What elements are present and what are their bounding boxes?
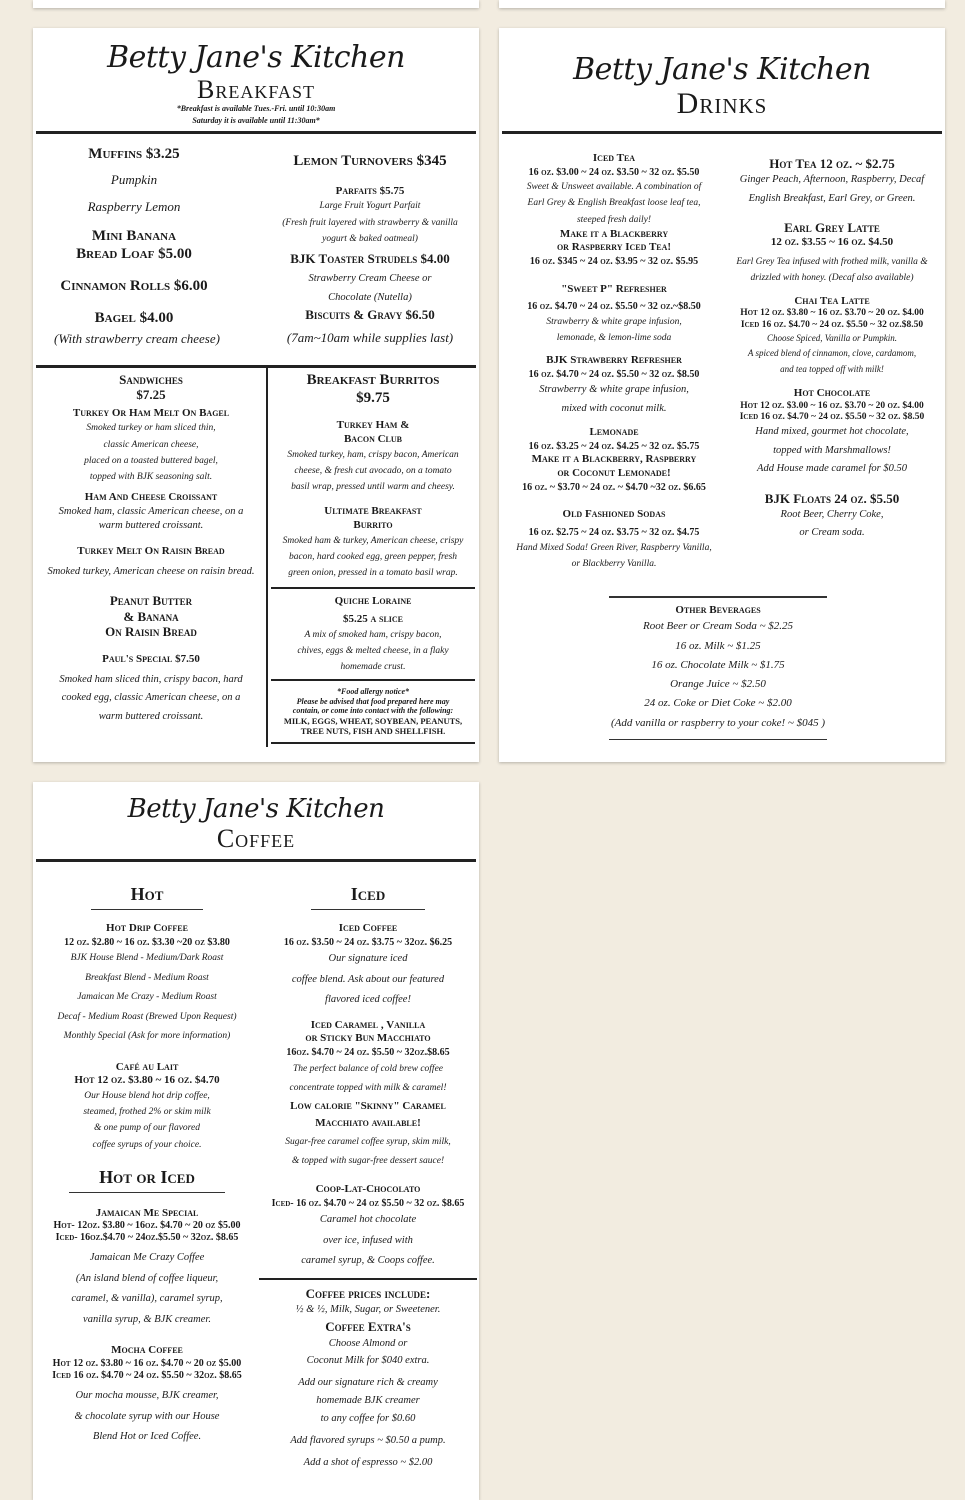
menu-item-desc: Strawberry Cream Cheese or Chocolate (Nutella) bbox=[308, 273, 432, 303]
divider bbox=[271, 679, 475, 681]
divider bbox=[271, 742, 475, 744]
drinks-left-column bbox=[505, 152, 723, 572]
coffee-menu-page bbox=[33, 782, 479, 1500]
menu-item-desc: Choose Spiced, Vanilla or Pumpkin. A spiced blend of cinnamon, clove, cardamom, and tea topped off with milk! bbox=[747, 333, 917, 374]
menu-item-iced-coffee: Iced Coffee bbox=[338, 922, 398, 934]
menu-item-pauls-special: Paul's Special $7.50 bbox=[102, 653, 200, 666]
previous-page-stub-left bbox=[33, 0, 479, 8]
menu-item-desc: Smoked ham & turkey, American cheese, crispy bacon, hard cooked egg, green pepper, fresh green onion, pressed in a tomato basil wrap. bbox=[282, 535, 464, 579]
menu-item-chai: Chai Tea Latte bbox=[794, 294, 870, 307]
breakfast-hours-note: *Breakfast is available Tues.-Fri. until 10:30am Saturday it is available until 11:30am* bbox=[176, 104, 336, 125]
menu-item-skinny: Low calorie "Skinny" Caramel Macchiato available! bbox=[290, 1099, 446, 1130]
coffee-iced-column bbox=[259, 884, 477, 1471]
menu-item-price: 12 oz. $2.80 ~ 16 oz. $3.30 ~20 oz $3.80 bbox=[64, 936, 230, 948]
menu-item-desc: Root Beer, Cherry Coke, or Cream soda. bbox=[780, 508, 884, 539]
menu-item-hot-chocolate: Hot Chocolate bbox=[793, 386, 871, 399]
menu-item-price: 16 oz. $2.75 ~ 24 oz. $3.75 ~ 32 oz. $4.75 bbox=[528, 527, 700, 539]
other-beverages-list bbox=[589, 617, 847, 733]
menu-item-blackberry-iced-tea: Make it a Blackberry or Raspberry Iced Tea! bbox=[556, 227, 672, 254]
menu-item-price: 16 oz. $4.70 ~ 24 oz. $5.50 ~ 32 oz.~$8.50 bbox=[527, 301, 701, 313]
coffee-includes-desc: ½ & ½, Milk, Sugar, or Sweetener. bbox=[295, 1303, 441, 1315]
menu-item-quiche-price: $5.25 a slice bbox=[342, 612, 404, 625]
menu-item-turkey-ham-melt: Turkey Or Ham Melt On Bagel bbox=[72, 406, 230, 419]
menu-item-desc: Smoked turkey, ham, crispy bacon, American cheese, & fresh cut avocado, on a tomato basil wrap, pressed until warm and cheesy. bbox=[287, 449, 459, 493]
menu-item-price: 16 oz. $3.25 ~ 24 oz. $4.25 ~ 32 oz. $5.75 bbox=[528, 440, 700, 452]
section-price: $7.25 bbox=[136, 387, 166, 403]
list-item: (Add vanilla or raspberry to your coke! ~ $045 ) bbox=[611, 716, 825, 729]
menu-item-turkey-ham-bacon-club: Turkey Ham & Bacon Club bbox=[336, 419, 410, 446]
menu-item-desc: (With strawberry cream cheese) bbox=[54, 331, 220, 347]
page-title: Breakfast bbox=[196, 75, 316, 104]
coffee-extras-list: Choose Almond or Coconut Milk for $040 extra. Add our signature rich & creamy homemade BJK creamer to any coffee for $0.60 Add flavored syrups ~ $0.50 a pump. Add a shot of espresso ~ $2.00 bbox=[290, 1337, 446, 1468]
other-beverages-section bbox=[609, 596, 827, 740]
menu-item-quiche: Quiche Loraine bbox=[334, 595, 412, 608]
menu-item-bjk-floats: BJK Floats 24 oz. $5.50 bbox=[764, 490, 900, 506]
menu-item-iced-tea: Iced Tea bbox=[592, 152, 636, 164]
menu-item-ultimate-burrito: Ultimate Breakfast Burrito bbox=[324, 505, 422, 532]
menu-item-desc: Caramel hot chocolate over ice, infused with caramel syrup, & Coops coffee. bbox=[301, 1214, 435, 1267]
menu-item-mini-banana: Mini Banana Bread Loaf $5.00 bbox=[76, 228, 192, 263]
drinks-menu-page bbox=[499, 28, 945, 762]
section-title-burritos: Breakfast Burritos bbox=[306, 372, 440, 388]
menu-item-price: 16 oz. $4.70 ~ 24 oz. $5.50 ~ 32 oz. $8.50 bbox=[528, 368, 700, 380]
menu-item-desc: Hand Mixed Soda! Green River, Raspberry Vanilla, or Blackberry Vanilla. bbox=[516, 542, 712, 569]
menu-item-price: Hot- 12oz. $3.80 ~ 16oz. $4.70 ~ 20 oz $5.00 Iced- 16oz.$4.70 ~ 24oz.$5.50 ~ 32oz. $8.65 bbox=[53, 1220, 241, 1244]
breakfast-header bbox=[33, 28, 479, 127]
menu-item-price: Iced- 16 oz. $4.70 ~ 24 oz $5.50 ~ 32 oz. $8.65 bbox=[271, 1197, 465, 1209]
menu-item-desc: Sugar-free caramel coffee syrup, skim milk, & topped with sugar-free dessert sauce! bbox=[285, 1136, 451, 1166]
menu-item-hot-drip: Hot Drip Coffee bbox=[106, 922, 188, 934]
divider bbox=[259, 1278, 477, 1280]
menu-item-price: Hot 12 oz. $3.00 ~ 16 oz. $3.70 ~ 20 oz. $4.00 Iced 16 oz. $4.70 ~ 24 oz. $5.50 ~ 32 oz. $8.50 bbox=[739, 400, 925, 423]
menu-item-desc: Our mocha mousse, BJK creamer, & chocolate syrup with our House Blend Hot or Iced Coffee. bbox=[74, 1390, 220, 1442]
menu-item-desc: Sweet & Unsweet available. A combination of Earl Grey & English Breakfast loose leaf tea, steeped fresh daily! bbox=[526, 182, 702, 225]
list-item: Root Beer or Cream Soda ~ $2.25 bbox=[642, 620, 794, 633]
menu-item-price: 16 oz. $3.50 ~ 24 oz. $3.75 ~ 32oz. $6.25 bbox=[283, 936, 453, 948]
menu-item-desc: Smoked ham sliced thin, crispy bacon, hard cooked egg, classic American cheese, on a warm buttered croissant. bbox=[59, 673, 243, 722]
menu-item-price: 12 oz. $3.55 ~ 16 oz. $4.50 bbox=[770, 236, 894, 249]
menu-item-turkey-raisin: Turkey Melt On Raisin Bread bbox=[77, 545, 225, 558]
list-item: 24 oz. Coke or Diet Coke ~ $2.00 bbox=[644, 697, 792, 710]
column-divider bbox=[266, 367, 268, 747]
menu-item-desc: Large Fruit Yogurt Parfait (Fresh fruit layered with strawberry & vanilla yogurt & baked oatmeal) bbox=[282, 201, 458, 244]
menu-item-bagel: Bagel $4.00 bbox=[94, 309, 174, 326]
divider bbox=[36, 365, 476, 368]
menu-item-desc: Smoked turkey or ham sliced thin, classic American cheese, placed on a toasted buttered bagel, topped with BJK seasoning salt. bbox=[84, 423, 218, 482]
previous-page-stub-right bbox=[499, 0, 945, 8]
coffee-hot-column bbox=[37, 884, 257, 1447]
menu-item-desc: A mix of smoked ham, crispy bacon, chives, eggs & melted cheese, in a flaky homemade crust. bbox=[297, 629, 449, 672]
menu-item-desc: Strawberry & white grape infusion, mixed with coconut milk. bbox=[539, 384, 689, 414]
divider bbox=[36, 131, 476, 134]
section-title-other-beverages: Other Beverages bbox=[675, 603, 761, 616]
coffee-extras-title: Coffee Extra's bbox=[325, 1319, 411, 1335]
brand-logo: Betty Jane's Kitchen bbox=[573, 52, 871, 87]
drinks-right-column bbox=[723, 156, 941, 543]
allergy-notice: *Food allergy notice* Please be advised that food prepared here may contain, or come into contact with the following: MILK, EGGS, WHEAT, SOYBEAN, PEANUTS, TREE NUTS, FISH AND SHELLFISH. bbox=[283, 687, 463, 737]
menu-item-price: 16 oz. ~ $3.70 ~ 24 oz. ~ $4.70 ~32 oz. $6.65 bbox=[522, 481, 706, 493]
section-title-iced: Iced bbox=[311, 884, 425, 910]
section-title-hot: Hot bbox=[91, 884, 204, 910]
menu-item-coop-lat: Coop-Lat-Chocolato bbox=[315, 1182, 421, 1195]
menu-item-desc: Our signature iced coffee blend. Ask about our featured flavored iced coffee! bbox=[291, 953, 445, 1006]
menu-item-hot-tea: Hot Tea 12 oz. ~ $2.75 bbox=[769, 156, 895, 171]
list-item: 16 oz. Chocolate Milk ~ $1.75 bbox=[651, 658, 785, 671]
menu-item-mocha: Mocha Coffee bbox=[111, 1344, 183, 1357]
breakfast-left-column bbox=[39, 146, 229, 351]
menu-item-pb-banana: Peanut Butter & Banana On Raisin Bread bbox=[105, 593, 197, 639]
menu-item-desc: Jamaican Me Crazy Coffee (An island blend of coffee liqueur, caramel, & vanilla), caramel syrup, vanilla syrup, & BJK creamer. bbox=[71, 1252, 223, 1325]
divider bbox=[609, 596, 827, 598]
page-title: Coffee bbox=[216, 824, 296, 853]
divider bbox=[502, 131, 942, 134]
menu-item-sweet-p: "Sweet P" Refresher bbox=[561, 282, 667, 295]
menu-item-muffins: Muffins $3.25 bbox=[88, 146, 180, 162]
menu-item-price: Hot 12 oz. $3.80 ~ 16 oz. $4.70 bbox=[74, 1074, 220, 1087]
menu-item-price: Hot 12 oz. $3.80 ~ 16 oz. $3.70 ~ 20 oz. $4.00 Iced 16 oz. $4.70 ~ 24 oz. $5.50 ~ 32 oz.$8.50 bbox=[740, 308, 924, 330]
menu-item-bjk-strawberry: BJK Strawberry Refresher bbox=[546, 354, 682, 367]
menu-item-sodas: Old Fashioned Sodas bbox=[562, 508, 666, 521]
menu-item-price: 16 oz. $345 ~ 24 oz. $3.95 ~ 32 oz. $5.95 bbox=[529, 256, 699, 268]
menu-item-desc: Our House blend hot drip coffee, steamed, frothed 2% or skim milk & one pump of our flavored coffee syrups of your choice. bbox=[83, 1091, 211, 1150]
menu-item-iced-caramel: Iced Caramel , Vanilla or Sticky Bun Macchiato bbox=[305, 1018, 431, 1045]
brand-logo: Betty Jane's Kitchen bbox=[127, 794, 385, 824]
menu-item-desc: Hand mixed, gourmet hot chocolate, topped with Marshmallows! Add House made caramel for $0.50 bbox=[755, 426, 909, 475]
menu-item-ham-cheese-croissant: Ham And Cheese Croissant bbox=[84, 490, 218, 503]
menu-item-desc: Strawberry & white grape infusion, lemonade, & lemon-lime soda bbox=[546, 316, 682, 344]
menu-item-desc: The perfect balance of cold brew coffee concentrate topped with milk & caramel! bbox=[289, 1063, 447, 1093]
burritos-section bbox=[271, 372, 475, 744]
menu-item-desc: Pumpkin bbox=[110, 171, 158, 187]
brand-logo: Betty Jane's Kitchen bbox=[107, 40, 405, 75]
menu-item-cinnamon-rolls: Cinnamon Rolls $6.00 bbox=[60, 277, 208, 294]
menu-item-price: 16oz. $4.70 ~ 24 oz. $5.50 ~ 32oz.$8.65 bbox=[286, 1047, 450, 1059]
menu-item-earl-grey-latte: Earl Grey Latte bbox=[784, 220, 880, 236]
list-item: 16 oz. Milk ~ $1.25 bbox=[675, 639, 761, 652]
menu-item-cafe-au-lait: Café au Lait bbox=[115, 1060, 179, 1073]
menu-item-desc: Smoked ham, classic American cheese, on a warm buttered croissant. bbox=[58, 505, 244, 531]
section-title-hot-or-iced: Hot or Iced bbox=[69, 1167, 225, 1193]
menu-item-desc: Ginger Peach, Afternoon, Raspberry, Decaf English Breakfast, Earl Grey, or Green. bbox=[739, 174, 925, 204]
menu-item-desc: Raspberry Lemon bbox=[87, 199, 181, 215]
divider bbox=[271, 587, 475, 589]
menu-item-desc: (7am~10am while supplies last) bbox=[286, 330, 454, 346]
menu-item-parfaits: Parfaits $5.75 bbox=[335, 184, 405, 197]
section-title-sandwiches: Sandwiches bbox=[119, 372, 183, 387]
menu-item-toaster-strudels: BJK Toaster Strudels $4.00 bbox=[290, 250, 450, 266]
coffee-header bbox=[33, 782, 479, 852]
menu-item-lemonade: Lemonade bbox=[589, 426, 639, 439]
menu-item-desc: Smoked turkey, American cheese on raisin bread. bbox=[47, 565, 255, 577]
drinks-header bbox=[499, 28, 945, 119]
menu-item-lemon-turnovers: Lemon Turnovers $345 bbox=[293, 153, 447, 169]
divider bbox=[609, 739, 827, 741]
breakfast-right-column bbox=[265, 153, 475, 350]
coffee-prices-include: Coffee prices include: bbox=[305, 1285, 431, 1301]
divider bbox=[36, 859, 476, 862]
list-item: Orange Juice ~ $2.50 bbox=[670, 678, 766, 690]
section-price: $9.75 bbox=[356, 389, 390, 406]
menu-item-jamaican: Jamaican Me Special bbox=[95, 1206, 199, 1219]
menu-item-desc: Earl Grey Tea infused with frothed milk, vanilla & drizzled with honey. (Decaf also available) bbox=[736, 257, 928, 284]
menu-item-price: Hot 12 oz. $3.80 ~ 16 oz. $4.70 ~ 20 oz $5.00 Iced 16 oz. $4.70 ~ 24 oz. $5.50 ~ 32oz. $8.65 bbox=[52, 1358, 242, 1382]
page-title: Drinks bbox=[676, 87, 768, 120]
menu-item-lemonade-flavors: Make it a Blackberry, Raspberry or Coconut Lemonade! bbox=[531, 453, 697, 480]
breakfast-menu-page bbox=[33, 28, 479, 762]
sandwiches-section bbox=[41, 372, 261, 726]
menu-item-desc: BJK House Blend - Medium/Dark Roast Breakfast Blend - Medium Roast Jamaican Me Crazy - Medium Roast Decaf - Medium Roast (Brewed Upon Request) Monthly Special (Ask for more information) bbox=[57, 953, 237, 1042]
menu-item-price: 16 oz. $3.00 ~ 24 oz. $3.50 ~ 32 oz. $5.50 bbox=[528, 166, 700, 178]
menu-item-biscuits-gravy: Biscuits & Gravy $6.50 bbox=[305, 306, 435, 322]
